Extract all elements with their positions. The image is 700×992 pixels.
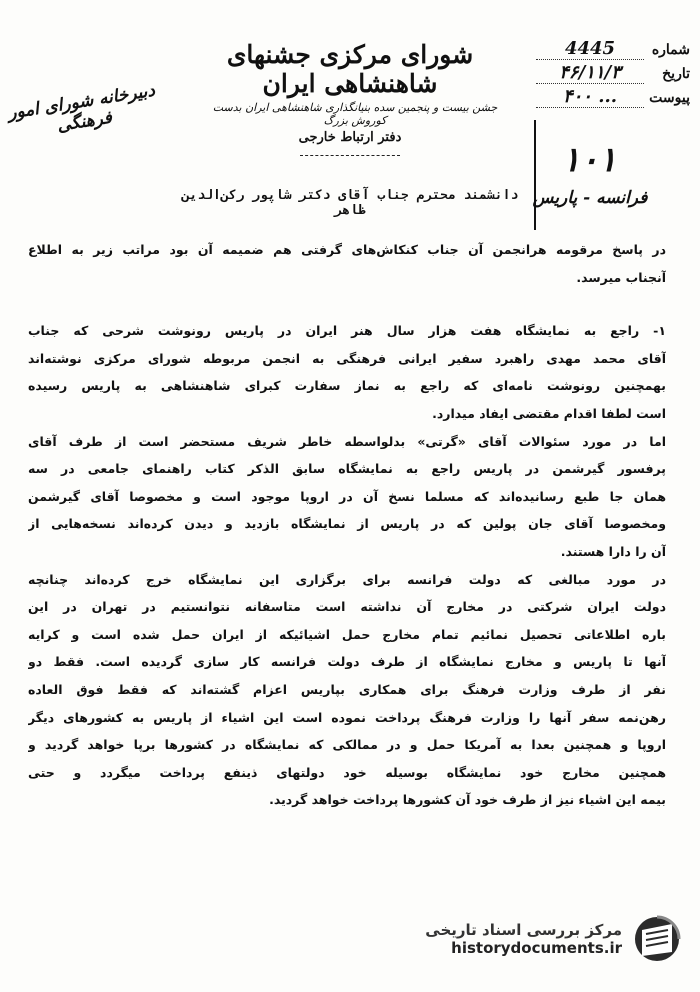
body-line: همچنین مخارج خود نمایشگاه بوسیله خود دولتهای ذینفع پرداخت میگردد و حتی bbox=[28, 764, 666, 780]
body-line: بهمچنین رونوشت نامه‌ای که راجع به نماز سفارت کبرای شاهنشاهی به پاریس رسیده bbox=[28, 378, 666, 394]
body-line: اروپا و همچنین بعدا به آمریکا حمل و در ممالکی که نمایشگاه در کشورها برپا خواهد گردید و bbox=[28, 737, 666, 753]
attachment-label: پیوست bbox=[649, 90, 690, 106]
watermark-url: historydocuments.ir bbox=[451, 939, 622, 957]
reference-note: فرانسه - پاریس bbox=[532, 188, 648, 208]
body-line: ومخصوصا آقای جان پولین که در پاریس از نمایشگاه بازدید و دیدن کرده‌اند نسخه‌هایی از bbox=[28, 516, 666, 532]
watermark-name: مرکز بررسی اسناد تاریخی bbox=[425, 921, 622, 939]
body-line: باره اطلاعاتی تحصیل نمائیم تمام مخارج حمل اشیائیکه از ایران حمل شده است و کرایه bbox=[28, 626, 666, 642]
number-label: شماره bbox=[651, 42, 690, 58]
margin-line bbox=[534, 120, 536, 230]
salutation: دانشمند محترم جناب آقای دکتر شاپور رکن‌الدین ظاهر bbox=[181, 188, 519, 218]
body-line: ۱- راجع به نمایشگاه هفت هزار سال هنر ایران در پاریس رونوشت شرحی که جناب bbox=[28, 323, 666, 339]
body-line: آنها تا پاریس و مخارج نمایشگاه از طرف دولت فرانسه کار سازی گردیده است. فقط دو bbox=[28, 654, 666, 670]
letterhead-title: شورای مرکزی جشنهای شاهنشاهی ایران bbox=[226, 40, 474, 98]
letter-body bbox=[28, 236, 666, 814]
office-name: دفتر ارتباط خارجی bbox=[298, 130, 402, 145]
archive-logo-icon bbox=[632, 912, 682, 966]
number-value: 4445 bbox=[536, 38, 644, 60]
body-line: رهن‌نمه سفر آنها را وزارت فرهنگ پرداخت نموده است این اشیاء از پاریس به کشورهای دیگر bbox=[28, 709, 666, 725]
body-line: آقای محمد مهدی راهبرد سفیر ایرانی فرهنگی به انجمن مربوطه شورای مرکزی نوشته‌اند bbox=[28, 350, 666, 366]
meta-number bbox=[530, 38, 690, 62]
body-line: اما در مورد سئوالات آقای «گرتی» بدلواسطه خاطر شریف مستحضر است از طرف آقای bbox=[28, 433, 666, 449]
body-line: در پاسخ مرقومه هرانجمن آن جناب کنکاش‌های گرفتی هم ضمیمه آن بود مراتب زیر به اطلاع bbox=[28, 242, 666, 257]
letterhead-subtitle: جشن بیست و پنجمین سده بنیانگذاری شاهنشاهی ایران بدست کوروش بزرگ bbox=[212, 101, 498, 127]
date-label: تاریخ bbox=[662, 66, 690, 82]
body-line: آن را دارا هستند. bbox=[560, 543, 666, 559]
body-line: همان جا طبع رسانیده‌اند که مسلما نسخ آن در اروپا موجود است و مخصوصا آقای گیرشمن bbox=[28, 488, 666, 504]
attachment-value: ۴۰۰ ... bbox=[536, 86, 644, 108]
body-line: است لطفا اقدام مقتضی ایفاد میدارد. bbox=[432, 405, 666, 421]
handwritten-annotation: دبیرخانه شورای امور فرهنگی bbox=[6, 80, 157, 137]
body-line: دولت ایران شرکتی در مخارج آن نداشته است متاسفانه نتوانستیم در تهران در این bbox=[28, 599, 666, 615]
meta-attachment bbox=[530, 86, 690, 110]
body-line: نفر از طرف وزارت فرهنگ برای همکاری بپاریس اعزام گشته‌اند که فقط فوق العاده bbox=[28, 681, 666, 697]
body-line: پرفسور گیرشمن در پاریس راجع به نمایشگاه سابق الذکر کتاب راهنمای جامعی در سه bbox=[28, 461, 666, 477]
archive-watermark bbox=[392, 904, 682, 974]
watermark-text bbox=[425, 921, 622, 957]
body-line: در مورد مبالغی که دولت فرانسه برای برگزاری این نمایشگاه خرج کرده‌اند چنانچه bbox=[28, 571, 666, 587]
document-meta bbox=[530, 38, 690, 110]
date-value: ۴۶/۱۱/۳ bbox=[536, 62, 644, 84]
office-underline bbox=[300, 155, 400, 156]
reference-number: ۱۰۱ bbox=[562, 140, 617, 180]
body-line: آنجناب میرسد. bbox=[576, 269, 666, 285]
meta-date bbox=[530, 62, 690, 86]
body-line: بیمه این اشیاء نیز از طرف خود آن کشورها پرداخت خواهد گردید. bbox=[269, 792, 666, 808]
